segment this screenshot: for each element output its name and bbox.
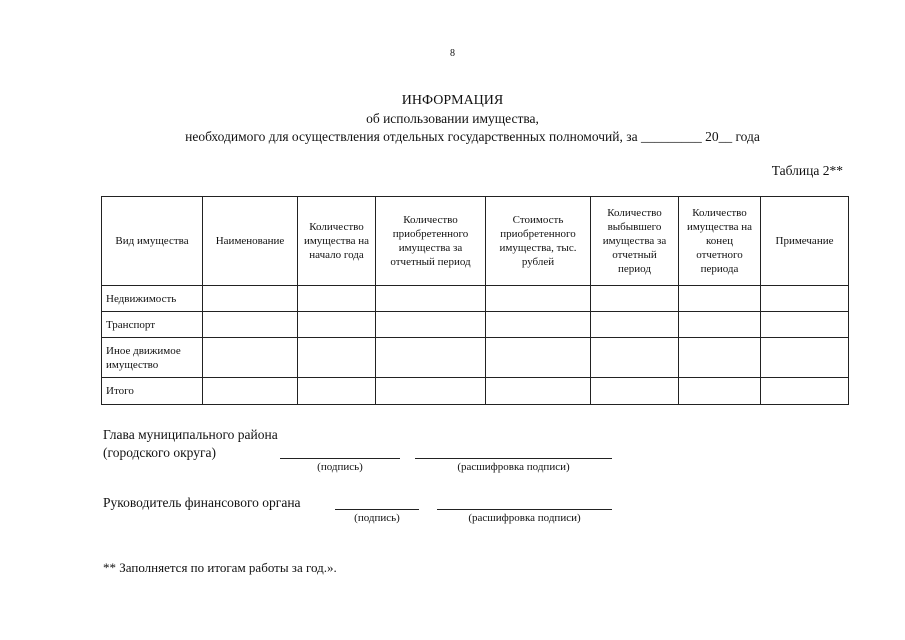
table-cell xyxy=(376,338,486,378)
table-cell xyxy=(761,338,849,378)
head-signature-label xyxy=(103,426,278,462)
table-cell xyxy=(376,378,486,405)
table-cell xyxy=(298,378,376,405)
table-cell xyxy=(761,378,849,405)
property-usage-table xyxy=(101,196,849,405)
table-cell xyxy=(376,312,486,338)
table-cell xyxy=(591,338,679,378)
header-qty-acquired: Количество приобретенного имущества за отчетный период xyxy=(376,197,486,286)
row-label-other-movable: Иное движимое имущество xyxy=(102,338,203,378)
table-cell xyxy=(376,286,486,312)
finance-signature-label: Руководитель финансового органа xyxy=(103,495,301,510)
header-qty-disposed: Количество выбывшего имущества за отчетный период xyxy=(591,197,679,286)
table-cell xyxy=(486,378,591,405)
header-name: Наименование xyxy=(203,197,298,286)
table-cell xyxy=(298,338,376,378)
row-label-transport: Транспорт xyxy=(102,312,203,338)
finance-name-line[interactable] xyxy=(437,509,612,510)
table-cell xyxy=(591,312,679,338)
head-name-line[interactable] xyxy=(415,458,612,459)
finance-signature-line[interactable] xyxy=(335,509,419,510)
table-cell xyxy=(679,312,761,338)
table-cell xyxy=(679,338,761,378)
table-row xyxy=(102,338,849,378)
table-header-row xyxy=(102,197,849,286)
table-cell xyxy=(679,286,761,312)
head-title-line1: Глава муниципального района xyxy=(103,427,278,442)
header-qty-end: Количество имущества на конец отчетного периода xyxy=(679,197,761,286)
table-cell xyxy=(679,378,761,405)
finance-name-caption: (расшифровка подписи) xyxy=(468,512,581,524)
document-title-block xyxy=(0,92,905,146)
head-name-caption: (расшифровка подписи) xyxy=(457,461,570,473)
table-row xyxy=(102,286,849,312)
table-cell xyxy=(203,338,298,378)
row-label-total: Итого xyxy=(102,378,203,405)
head-signature-line[interactable] xyxy=(280,458,400,459)
table-cell xyxy=(591,378,679,405)
head-signature-caption: (подпись) xyxy=(317,461,363,473)
document-subtitle-period: необходимого для осуществления отдельных государственных полномочий, за _________ 20__ года xyxy=(185,129,760,144)
row-label-real-estate: Недвижимость xyxy=(102,286,203,312)
table-cell xyxy=(486,312,591,338)
table-label: Таблица 2** xyxy=(771,163,843,178)
table-cell xyxy=(486,338,591,378)
table-row xyxy=(102,378,849,405)
table-cell xyxy=(298,286,376,312)
table-cell xyxy=(298,312,376,338)
head-title-line2: (городского округа) xyxy=(103,445,217,460)
table-cell xyxy=(203,378,298,405)
table-cell xyxy=(203,312,298,338)
header-qty-start: Количество имущества на начало года xyxy=(298,197,376,286)
header-property-type: Вид имущества xyxy=(102,197,203,286)
table-cell xyxy=(591,286,679,312)
page-number: 8 xyxy=(450,48,455,59)
document-title: ИНФОРМАЦИЯ xyxy=(401,93,504,108)
table-cell xyxy=(761,312,849,338)
header-note: Примечание xyxy=(761,197,849,286)
table-cell xyxy=(486,286,591,312)
header-cost-acquired: Стоимость приобретенного имущества, тыс. рублей xyxy=(486,197,591,286)
footnote: ** Заполняется по итогам работы за год.». xyxy=(103,560,337,575)
table-cell xyxy=(203,286,298,312)
table-cell xyxy=(761,286,849,312)
table-row xyxy=(102,312,849,338)
finance-signature-caption: (подпись) xyxy=(354,512,400,524)
document-subtitle: об использовании имущества, xyxy=(366,111,539,126)
